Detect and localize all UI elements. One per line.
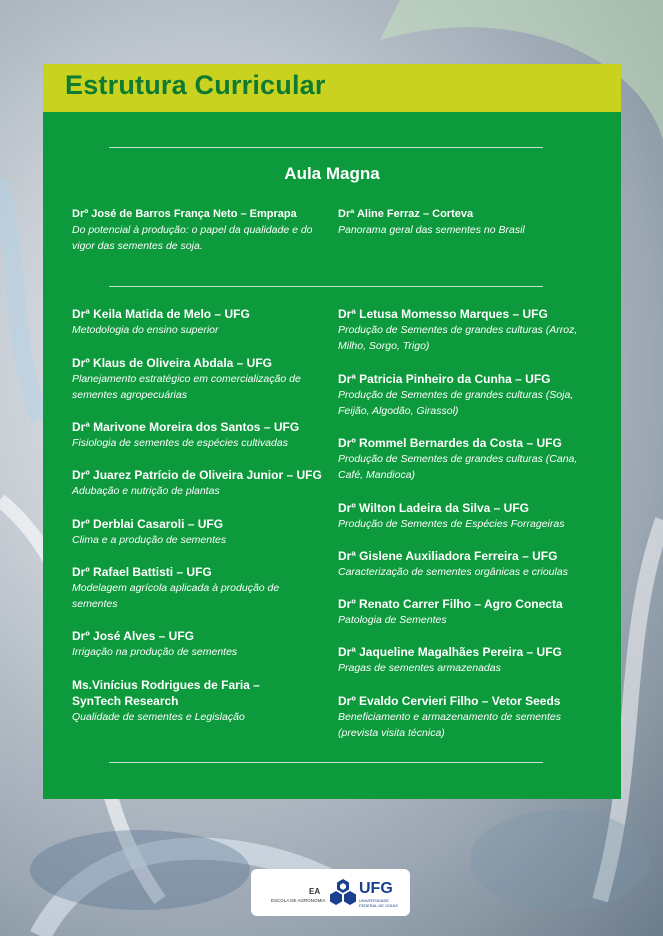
speaker-topic: Do potencial à produção: o papel da qualidade e do vigor das sementes de soja. xyxy=(72,224,313,252)
divider xyxy=(109,147,543,148)
list-item xyxy=(72,419,322,451)
list-item xyxy=(338,644,596,676)
page-title: Estrutura Curricular xyxy=(65,70,326,100)
speaker-name: Drº Rommel Bernardes da Costa – UFG xyxy=(338,436,562,450)
aula-magna-speaker-left xyxy=(72,206,322,254)
speaker-name: Drª Jaqueline Magalhães Pereira – UFG xyxy=(338,645,562,659)
speaker-name: Drº Juarez Patrício de Oliveira Junior – UFG xyxy=(72,468,322,482)
list-item xyxy=(72,306,322,338)
speaker-topic: Panorama geral das sementes no Brasil xyxy=(338,224,525,236)
ea-logo-subtitle: ESCOLA DE AGRONOMIA xyxy=(271,898,326,903)
speaker-name: Drº Derblai Casaroli – UFG xyxy=(72,517,224,531)
speaker-topic: Produção de Sementes de grandes culturas (Arroz, Milho, Sorgo, Trigo) xyxy=(338,324,578,352)
list-item xyxy=(338,693,596,741)
list-item xyxy=(338,371,596,419)
institution-logos xyxy=(251,869,410,916)
speaker-topic: Metodologia do ensino superior xyxy=(72,324,219,336)
speaker-topic: Produção de Sementes de grandes culturas (Soja, Feijão, Algodão, Girassol) xyxy=(338,389,574,417)
list-item xyxy=(338,500,596,532)
ufg-logo-text: UFG xyxy=(359,880,393,897)
speaker-name: Drº José de Barros França Neto – Emprapa xyxy=(72,208,297,220)
speaker-topic: Produção de Sementes de grandes culturas (Cana, Café, Mandioca) xyxy=(338,453,578,481)
speaker-topic: Irrigação na produção de sementes xyxy=(72,646,238,658)
list-item xyxy=(72,467,322,499)
speaker-name: Drª Patricia Pinheiro da Cunha – UFG xyxy=(338,372,551,386)
list-item xyxy=(338,548,596,580)
list-item xyxy=(72,564,322,612)
speaker-name: Drº Evaldo Cervieri Filho – Vetor Seeds xyxy=(338,694,561,708)
speaker-name: Drº Wilton Ladeira da Silva – UFG xyxy=(338,501,529,515)
speaker-topic: Produção de Sementes de Espécies Forrageiras xyxy=(338,518,565,530)
header-band xyxy=(43,64,621,112)
speaker-name: Drº Rafael Battisti – UFG xyxy=(72,565,212,579)
ufg-hexagon-icon xyxy=(329,878,357,906)
speaker-topic: Beneficiamento e armazenamento de sementes (prevista visita técnica) xyxy=(338,711,561,739)
list-item xyxy=(72,516,322,548)
ea-logo: EA xyxy=(309,887,321,896)
aula-magna-speaker-right xyxy=(338,206,596,238)
speaker-name: Drª Keila Matida de Melo – UFG xyxy=(72,307,250,321)
section-title-aula-magna: Aula Magna xyxy=(284,164,380,183)
speaker-topic: Clima e a produção de sementes xyxy=(72,534,227,546)
speaker-topic: Pragas de sementes armazenadas xyxy=(338,662,501,674)
speaker-name: Ms.Vinícius Rodrigues de Faria – SynTech Research xyxy=(72,678,260,708)
curriculum-panel xyxy=(43,64,621,799)
speaker-topic: Caracterização de sementes orgânicas e crioulas xyxy=(338,566,568,578)
speaker-topic: Planejamento estratégico em comercialização de sementes agropecuárias xyxy=(72,373,301,401)
speaker-name: Drª Aline Ferraz – Corteva xyxy=(338,208,474,220)
speaker-name: Drª Marivone Moreira dos Santos – UFG xyxy=(72,420,300,434)
ufg-logo-subtitle: UNIVERSIDADE FEDERAL DE GOIÁS xyxy=(359,898,398,908)
speaker-name: Drº Renato Carrer Filho – Agro Conecta xyxy=(338,597,563,611)
speaker-topic: Adubação e nutrição de plantas xyxy=(72,485,220,497)
speaker-name: Drª Letusa Momesso Marques – UFG xyxy=(338,307,548,321)
speaker-topic: Fisiologia de sementes de espécies cultivadas xyxy=(72,437,288,449)
speaker-topic: Qualidade de sementes e Legislação xyxy=(72,711,245,723)
list-item xyxy=(72,677,277,725)
divider xyxy=(109,286,543,287)
speaker-name: Drª Gislene Auxiliadora Ferreira – UFG xyxy=(338,549,558,563)
speaker-name: Drº José Alves – UFG xyxy=(72,629,194,643)
speaker-topic: Patologia de Sementes xyxy=(338,614,447,626)
list-item xyxy=(72,355,322,403)
list-item xyxy=(338,306,596,354)
list-item xyxy=(72,628,322,660)
divider xyxy=(109,762,543,763)
speaker-topic: Modelagem agrícola aplicada à produção de sementes xyxy=(72,582,280,610)
list-item xyxy=(338,435,596,483)
list-item xyxy=(338,596,596,628)
speaker-name: Drº Klaus de Oliveira Abdala – UFG xyxy=(72,356,272,370)
